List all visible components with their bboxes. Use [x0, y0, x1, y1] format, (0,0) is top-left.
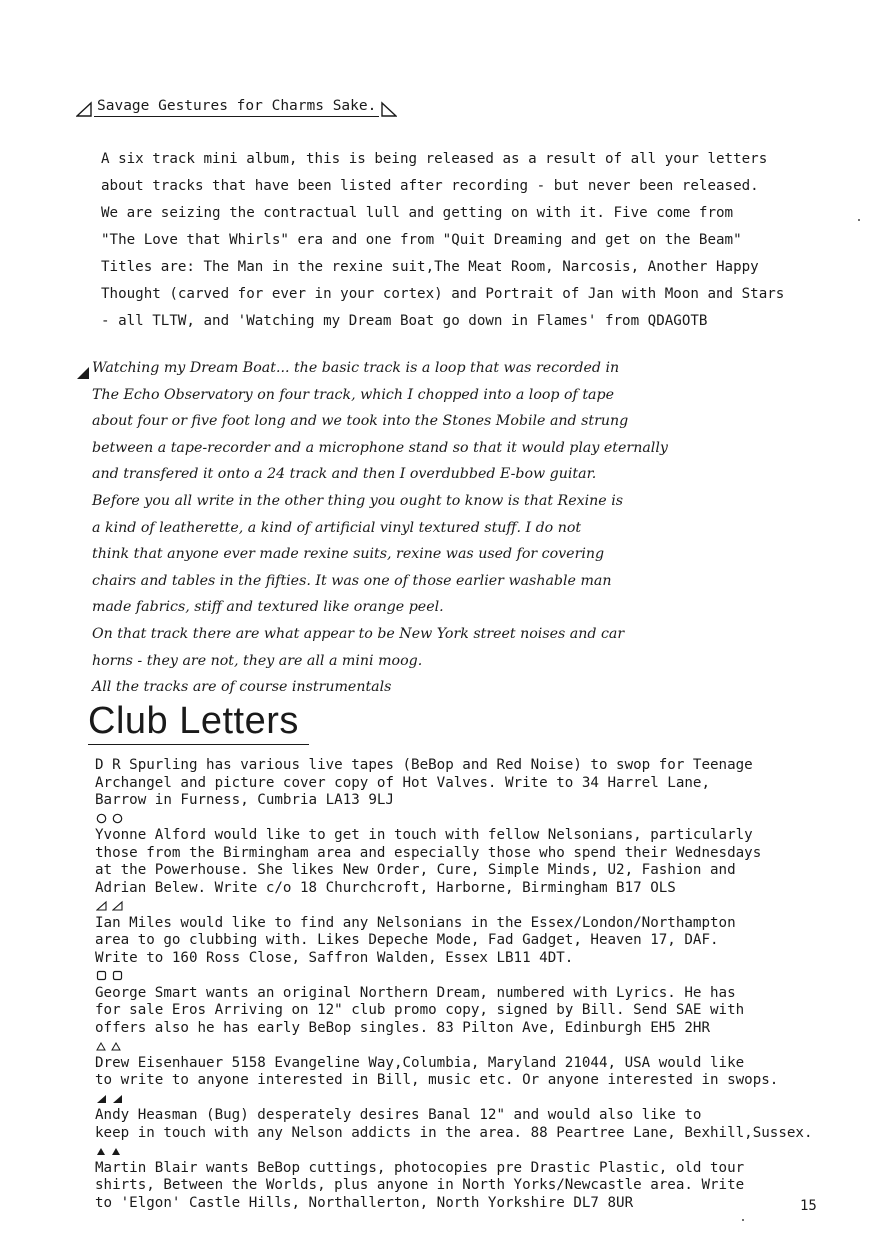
letter-line: Archangel and picture cover copy of Hot Valves. Write to 34 Harrel Lane,: [95, 774, 710, 791]
outline-triangle-pair-icon: [95, 897, 855, 915]
intro-line: - all TLTW, and 'Watching my Dream Boat go down in Flames' from QDAGOTB: [101, 313, 708, 329]
letter-line: to write to anyone interested in Bill, music etc. Or anyone interested in swops.: [95, 1072, 779, 1088]
left-triangle-icon: [76, 101, 92, 117]
small-filled-triangle-pair-icon: [95, 1142, 855, 1160]
letter-line: Write to 160 Ross Close, Saffron Walden, Essex LB11 4DT.: [95, 949, 574, 966]
intro-paragraph: [101, 151, 841, 340]
letter-line: keep in touch with any Nelson addicts in the area. 88 Peartree Lane, Bexhill,Sussex.: [95, 1124, 813, 1141]
letter-line: shirts, Between the Worlds, plus anyone in North Yorks/Newcastle area. Write: [95, 1177, 745, 1193]
circle-pair-icon: [95, 810, 855, 828]
print-speck: [742, 1219, 744, 1221]
intro-line: about tracks that have been listed after recording - but never been released.: [101, 178, 759, 194]
notes-line: about four or five foot long and we took into the Stones Mobile and strung: [92, 413, 629, 430]
letter-line: at the Powerhouse. She likes New Order, Cure, Simple Minds, U2, Fashion and: [95, 862, 736, 878]
letter-entry: [95, 827, 855, 897]
filled-triangle-pair-icon: [95, 1090, 855, 1108]
letter-line: Ian Miles would like to find any Nelsonians in the Essex/London/Northampton: [95, 914, 736, 931]
club-letters-title-text: Club Letters: [88, 700, 299, 742]
notes-line: made fabrics, stiff and textured like orange peel.: [92, 599, 444, 616]
notes-line: between a tape-recorder and a microphone stand so that it would play eternally: [92, 439, 668, 456]
square-pair-icon: [95, 967, 855, 985]
letter-line: those from the Birmingham area and especially those who spend their Wednesdays: [95, 844, 762, 861]
notes-line: Watching my Dream Boat... the basic track is a loop that was recorded in: [92, 360, 620, 376]
notes-line: think that anyone ever made rexine suits, rexine was used for covering: [92, 546, 605, 563]
page-number: 15: [800, 1198, 817, 1214]
intro-line: We are seizing the contractual lull and getting on with it. Five come from: [101, 205, 734, 221]
intro-line: Thought (carved for ever in your cortex) and Portrait of Jan with Moon and Stars: [101, 286, 785, 302]
letters-list: [95, 757, 855, 1212]
letter-line: D R Spurling has various live tapes (BeBop and Red Noise) to swop for Teenage: [95, 757, 753, 773]
letter-line: Adrian Belew. Write c/o 18 Churchcroft, Harborne, Birmingham B17 OLS: [95, 879, 676, 896]
letter-line: Barrow in Furness, Cumbria LA13 9LJ: [95, 792, 394, 808]
letter-line: Drew Eisenhauer 5158 Evangeline Way,Columbia, Maryland 21044, USA would like: [95, 1054, 745, 1071]
letter-line: Andy Heasman (Bug) desperately desires Banal 12" and would also like to: [95, 1107, 702, 1123]
letter-line: Martin Blair wants BeBop cuttings, photocopies pre Drastic Plastic, old tour: [95, 1159, 745, 1176]
print-speck: [858, 219, 860, 221]
letter-entry: [95, 1160, 855, 1213]
notes-line: Before you all write in the other thing you ought to know is that Rexine is: [92, 492, 624, 509]
letter-line: area to go clubbing with. Likes Depeche Mode, Fad Gadget, Heaven 17, DAF.: [95, 932, 719, 948]
title-underline: [88, 744, 309, 745]
right-triangle-icon: [381, 101, 397, 117]
letter-line: offers also he has early BeBop singles. 83 Pilton Ave, Edinburgh EH5 2HR: [95, 1019, 710, 1036]
notes-line: On that track there are what appear to be New York street noises and car: [92, 625, 625, 642]
notes-line: The Echo Observatory on four track, which I chopped into a loop of tape: [92, 386, 614, 403]
section-heading: [76, 98, 397, 117]
notes-line: All the tracks are of course instrumentals: [92, 679, 392, 696]
letter-entry: [95, 985, 855, 1038]
letter-entry: [95, 1107, 855, 1142]
letter-entry: [95, 1055, 855, 1090]
section-title: Savage Gestures for Charms Sake.: [94, 98, 379, 117]
intro-line: Titles are: The Man in the rexine suit,The Meat Room, Narcosis, Another Happy: [101, 259, 759, 275]
club-letters-title: [88, 702, 299, 740]
intro-line: A six track mini album, this is being released as a result of all your letters: [101, 151, 768, 167]
small-triangle-pair-icon: [95, 1037, 855, 1055]
notes-line: and transfered it onto a 24 track and then I overdubbed E-bow guitar.: [92, 466, 597, 483]
letter-entry: [95, 915, 855, 968]
letter-entry: [95, 757, 855, 810]
intro-line: "The Love that Whirls" era and one from "Quit Dreaming and get on the Beam": [101, 232, 742, 248]
letter-line: to 'Elgon' Castle Hills, Northallerton, North Yorkshire DL7 8UR: [95, 1194, 634, 1211]
notes-line: horns - they are not, they are all a mini moog.: [92, 652, 423, 669]
notes-line: chairs and tables in the fifties. It was one of those earlier washable man: [92, 572, 612, 589]
letter-line: for sale Eros Arriving on 12" club promo copy, signed by Bill. Send SAE with: [95, 1002, 745, 1018]
letter-line: Yvonne Alford would like to get in touch with fellow Nelsonians, particularly: [95, 827, 753, 843]
filled-triangle-icon: [76, 366, 90, 380]
notes-line: a kind of leatherette, a kind of artificial vinyl textured stuff. I do not: [92, 519, 582, 536]
track-notes: [76, 360, 836, 706]
letter-line: George Smart wants an original Northern Dream, numbered with Lyrics. He has: [95, 984, 736, 1001]
